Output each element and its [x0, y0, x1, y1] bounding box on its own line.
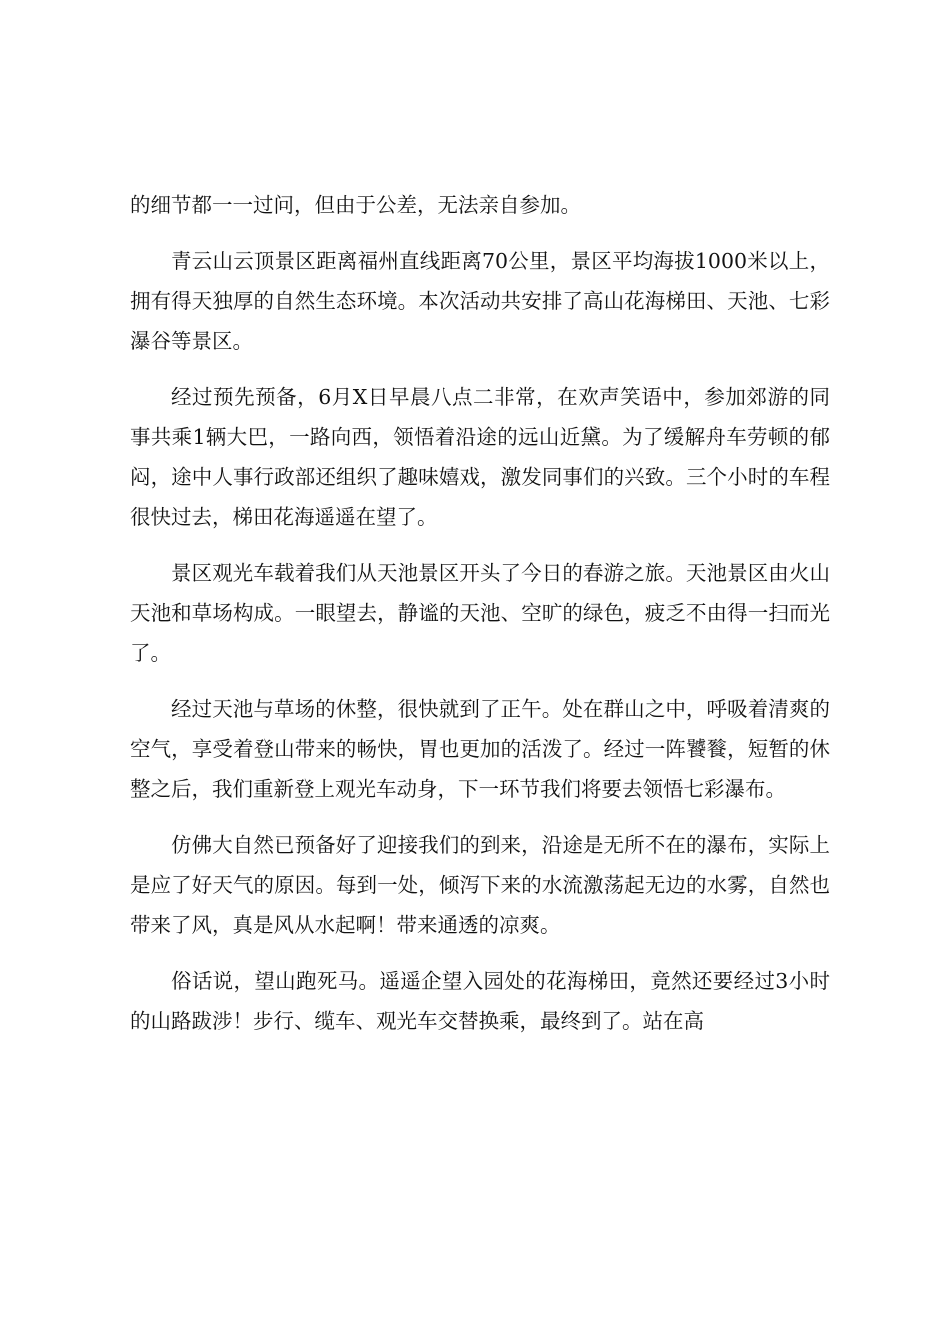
- paragraph-waterfall: 仿佛大自然已预备好了迎接我们的到来，沿途是无所不在的瀑布，实际上是应了好天气的原因。每到一处，倾泻下来的水流激荡起无边的水雾，自然也带来了风，真是风从水起啊！带来通透的凉爽。: [130, 833, 830, 937]
- paragraph-tianchi: 景区观光车载着我们从天池景区开头了今日的春游之旅。天池景区由火山天池和草场构成。一眼望去，静谧的天池、空旷的绿色，疲乏不由得一扫而光了。: [130, 561, 830, 665]
- article-body: [130, 185, 830, 1041]
- paragraph-terraces: 俗话说，望山跑死马。遥遥企望入园处的花海梯田，竟然还要经过3小时的山路跋涉！步行、缆车、观光车交替换乘，最终到了。站在高: [130, 969, 830, 1033]
- paragraph-bus-trip: 经过预先预备，6月X日早晨八点二非常，在欢声笑语中，参加郊游的同事共乘1辆大巴，一路向西，领悟着沿途的远山近黛。为了缓解舟车劳顿的郁闷，途中人事行政部还组织了趣味嬉戏，激发同事们的兴致。三个小时的车程很快过去，梯田花海遥遥在望了。: [130, 385, 830, 529]
- paragraph-scenic-area-intro: 青云山云顶景区距离福州直线距离70公里，景区平均海拔1000米以上，拥有得天独厚的自然生态环境。本次活动共安排了高山花海梯田、天池、七彩瀑谷等景区。: [130, 249, 830, 353]
- paragraph-lunch: 经过天池与草场的休整，很快就到了正午。处在群山之中，呼吸着清爽的空气，享受着登山带来的畅快，胃也更加的活泼了。经过一阵饕餮，短暂的休整之后，我们重新登上观光车动身，下一环节我们将要去领悟七彩瀑布。: [130, 697, 830, 801]
- paragraph-continuation: 的细节都一一过问，但由于公差，无法亲自参加。: [130, 193, 581, 217]
